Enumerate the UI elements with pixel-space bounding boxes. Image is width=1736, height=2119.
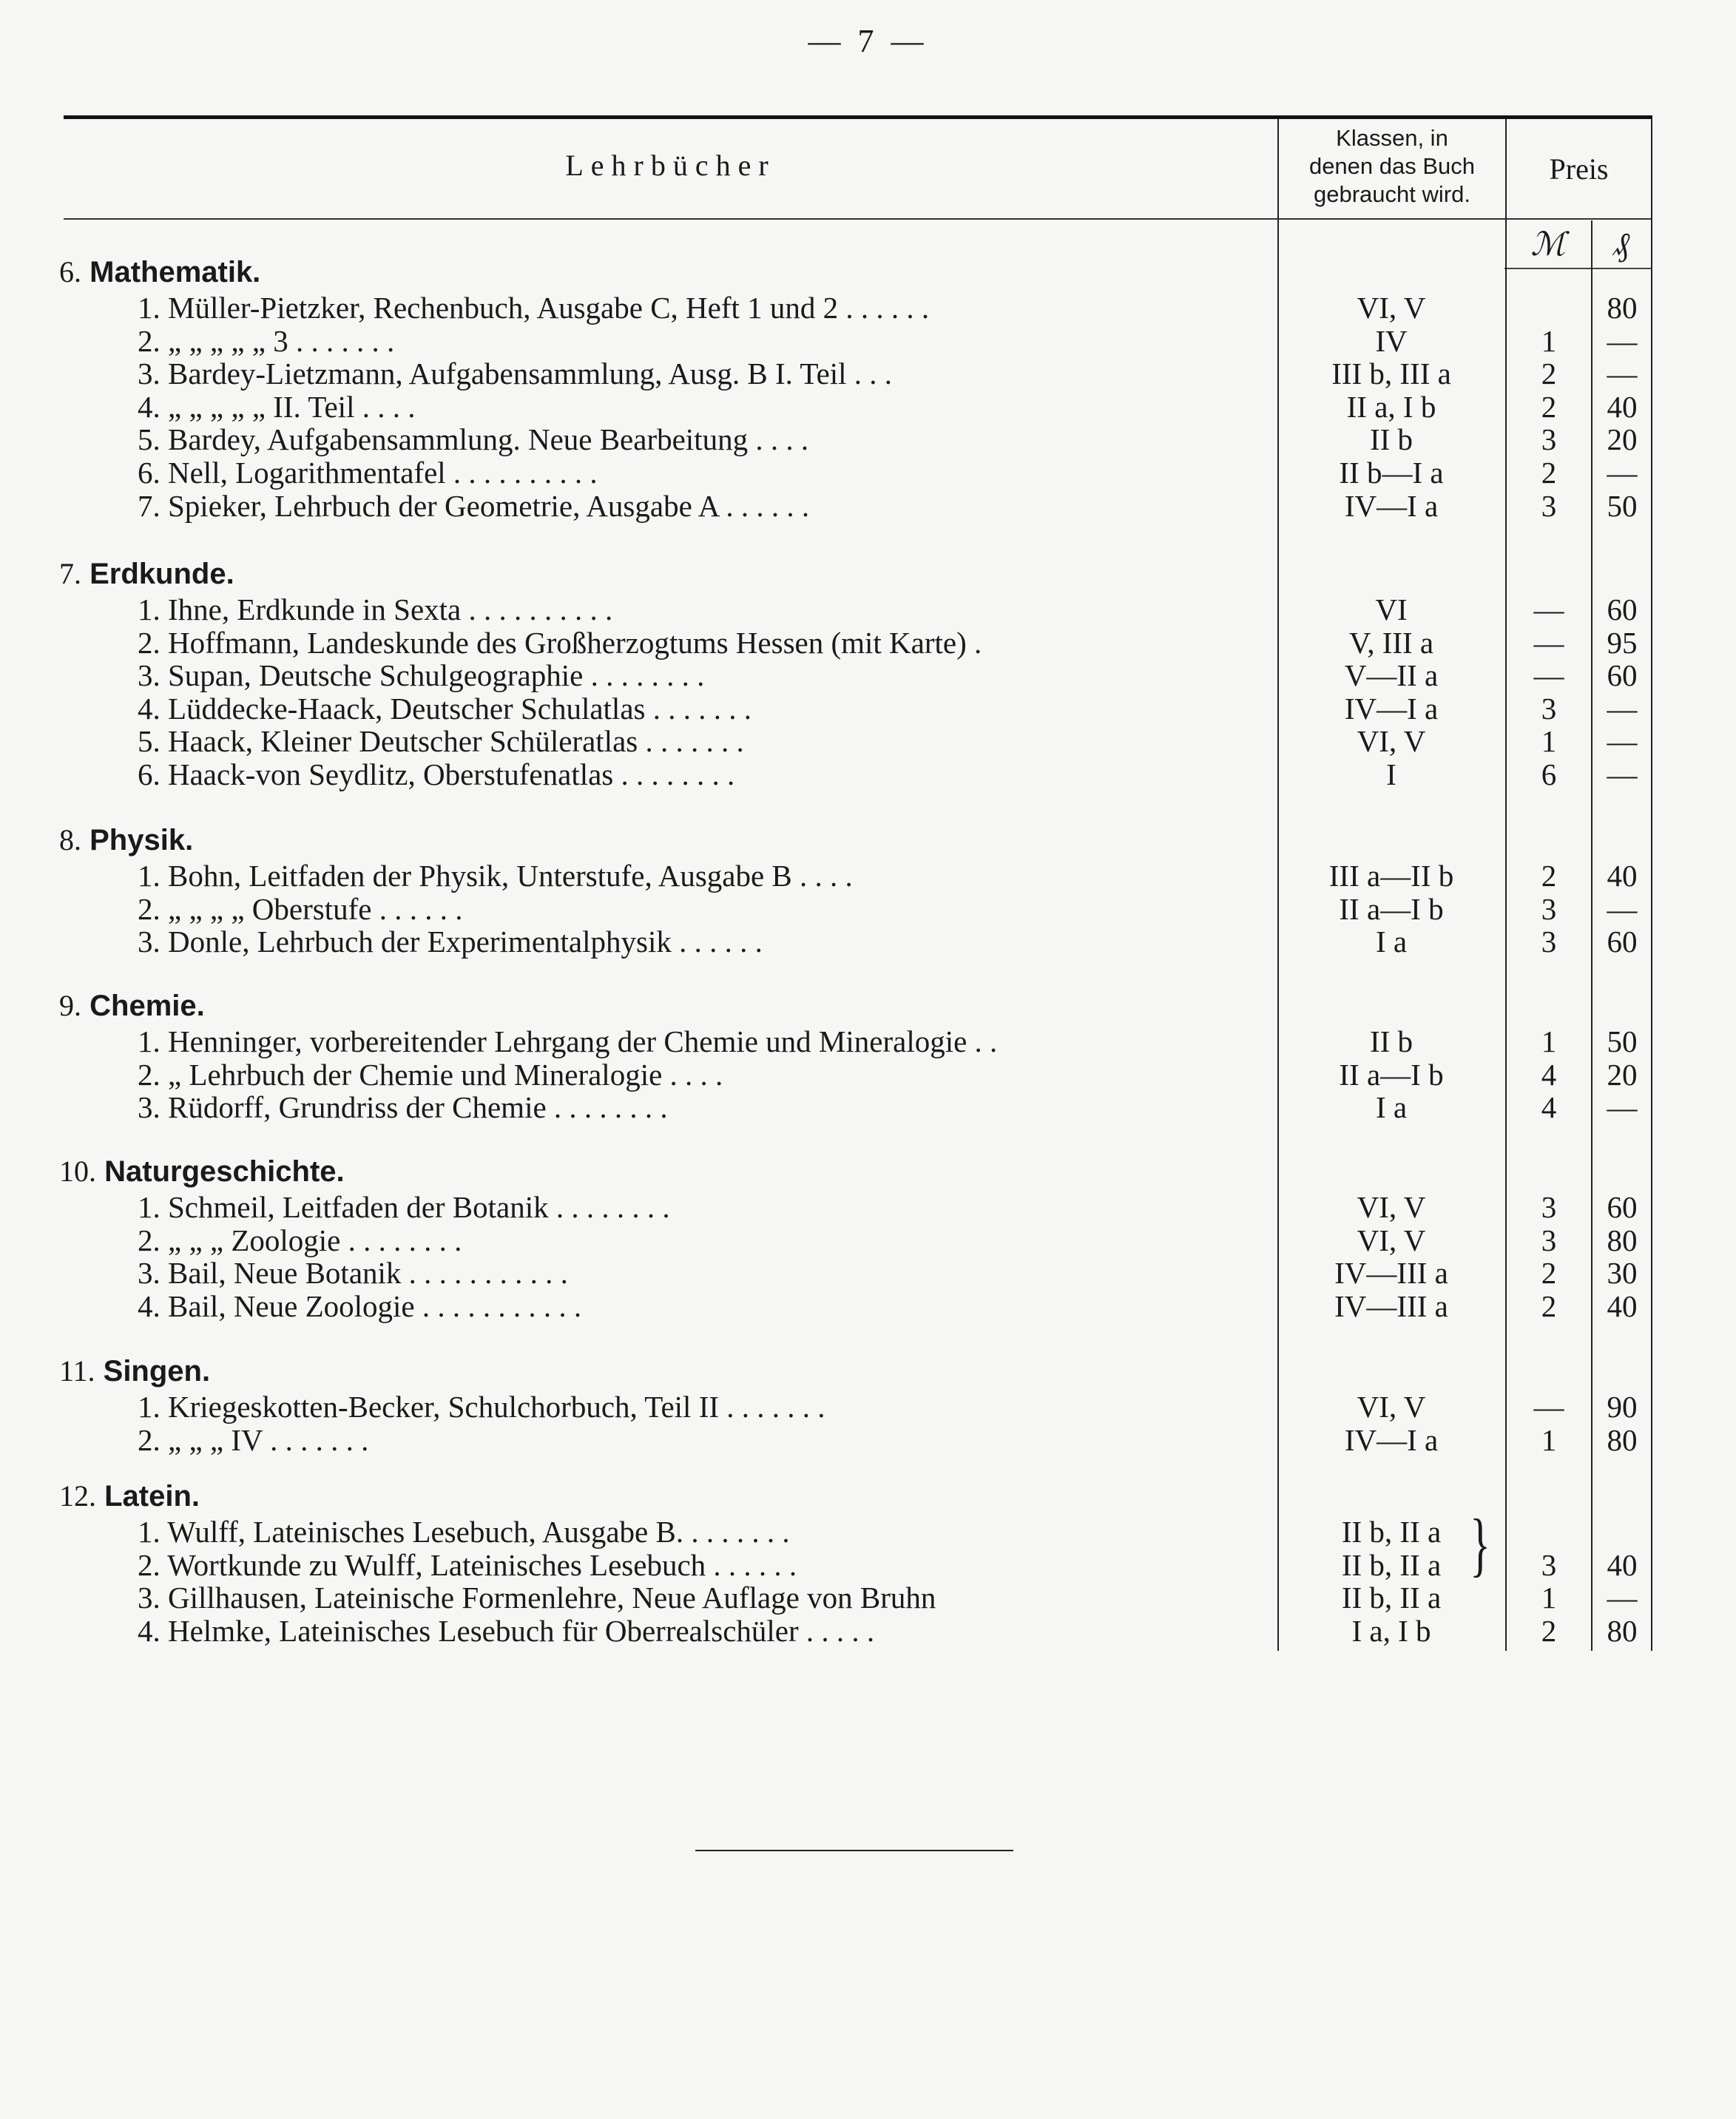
price-pfennig: — bbox=[1607, 1090, 1638, 1125]
price-mark: — bbox=[1533, 592, 1564, 626]
classes-header-line: denen das Buch bbox=[1308, 153, 1476, 179]
price-mark: 1 bbox=[1541, 724, 1557, 759]
price-mark: 6 bbox=[1541, 757, 1557, 791]
book-title: 1. Kriegeskotten-Becker, Schulchorbuch, Teil II . . . . . . . bbox=[138, 1390, 825, 1424]
book-title: 4. Bail, Neue Zoologie . . . . . . . . . . . bbox=[138, 1288, 582, 1323]
section-heading bbox=[59, 556, 234, 591]
price-mark: 2 bbox=[1541, 456, 1557, 490]
table-row bbox=[0, 1613, 1736, 1647]
section-title: Mathematik. bbox=[89, 256, 261, 288]
table-row bbox=[0, 891, 1736, 925]
classes-value: I a bbox=[1375, 1090, 1408, 1125]
book-title: 4. „ „ „ „ „ II. Teil . . . . bbox=[138, 389, 416, 424]
price-pfennig: 60 bbox=[1607, 592, 1638, 626]
classes-value: II b, II a bbox=[1341, 1515, 1442, 1549]
table-row bbox=[0, 1089, 1736, 1123]
classes-value: I a, I b bbox=[1351, 1613, 1431, 1648]
classes-value: II b bbox=[1369, 1024, 1414, 1058]
table-row bbox=[0, 658, 1736, 692]
classes-value: VI, V bbox=[1357, 1390, 1426, 1424]
table-row bbox=[0, 389, 1736, 423]
book-title: 4. Helmke, Lateinisches Lesebuch für Oberrealschüler . . . . . bbox=[138, 1613, 875, 1648]
price-pfennig: 40 bbox=[1607, 1547, 1638, 1582]
classes-value: IV—III a bbox=[1334, 1288, 1448, 1323]
classes-value: IV—I a bbox=[1344, 488, 1439, 523]
price-pfennig: 80 bbox=[1607, 1613, 1638, 1648]
table-row bbox=[0, 1223, 1736, 1257]
section-heading bbox=[59, 1478, 200, 1513]
price-mark: 3 bbox=[1541, 488, 1557, 523]
price-pfennig: 40 bbox=[1607, 859, 1638, 893]
book-title: 2. Hoffmann, Landeskunde des Großherzogtums Hessen (mit Karte) . bbox=[138, 625, 982, 660]
end-rule bbox=[695, 1850, 1013, 1851]
section-heading bbox=[59, 1353, 210, 1388]
price-pfennig: — bbox=[1607, 356, 1638, 391]
classes-value: VI bbox=[1375, 592, 1408, 626]
table-row bbox=[0, 1580, 1736, 1614]
price-mark: 2 bbox=[1541, 1288, 1557, 1323]
price-mark: — bbox=[1533, 625, 1564, 660]
section-heading bbox=[59, 822, 193, 857]
price-mark: 4 bbox=[1541, 1057, 1557, 1092]
book-title: 1. Schmeil, Leitfaden der Botanik . . . . . . . . bbox=[138, 1190, 670, 1224]
book-title: 2. „ „ „ IV . . . . . . . bbox=[138, 1422, 369, 1457]
section-heading bbox=[59, 1154, 345, 1189]
price-mark: 3 bbox=[1541, 691, 1557, 726]
section-number: 11. bbox=[59, 1354, 95, 1388]
section-number: 7. bbox=[59, 557, 81, 590]
price-mark: 2 bbox=[1541, 356, 1557, 391]
book-title: 2. Wortkunde zu Wulff, Lateinisches Lesebuch . . . . . . bbox=[138, 1547, 797, 1582]
price-mark: 3 bbox=[1541, 925, 1557, 959]
book-title: 5. Haack, Kleiner Deutscher Schüleratlas . . . . . . . bbox=[138, 724, 744, 759]
book-title: 1. Ihne, Erdkunde in Sexta . . . . . . . . . . bbox=[138, 592, 613, 626]
classes-value: III b, III a bbox=[1331, 356, 1451, 391]
price-mark: 1 bbox=[1541, 1422, 1557, 1457]
price-mark: 3 bbox=[1541, 1547, 1557, 1582]
price-pfennig: 80 bbox=[1607, 291, 1638, 325]
table-header-rule bbox=[64, 218, 1652, 220]
table-row bbox=[0, 1189, 1736, 1223]
table-row bbox=[0, 924, 1736, 958]
price-mark: — bbox=[1533, 1390, 1564, 1424]
section-title: Erdkunde. bbox=[89, 558, 234, 590]
book-title: 3. Supan, Deutsche Schulgeographie . . . . . . . . bbox=[138, 658, 705, 693]
price-pfennig: 95 bbox=[1607, 625, 1638, 660]
table-row bbox=[0, 290, 1736, 324]
price-mark: 3 bbox=[1541, 891, 1557, 926]
column-header-books: Lehrbücher bbox=[565, 149, 776, 182]
table-row bbox=[0, 592, 1736, 626]
classes-header-line: gebraucht wird. bbox=[1314, 181, 1470, 207]
price-pfennig: — bbox=[1607, 1581, 1638, 1615]
book-title: 2. „ „ „ Zoologie . . . . . . . . bbox=[138, 1223, 462, 1257]
price-pfennig: 30 bbox=[1607, 1256, 1638, 1291]
classes-value: IV—I a bbox=[1344, 691, 1439, 726]
price-pfennig: 60 bbox=[1607, 925, 1638, 959]
price-mark: 1 bbox=[1541, 1024, 1557, 1058]
classes-value: VI, V bbox=[1357, 1190, 1426, 1224]
section-title: Singen. bbox=[103, 1355, 211, 1388]
price-pfennig: — bbox=[1607, 323, 1638, 358]
pfennig-currency-header: ₰ bbox=[1613, 226, 1629, 263]
price-mark: 2 bbox=[1541, 1613, 1557, 1648]
price-pfennig: — bbox=[1607, 757, 1638, 791]
section-number: 12. bbox=[59, 1479, 96, 1513]
book-title: 6. Nell, Logarithmentafel . . . . . . . . . . bbox=[138, 456, 598, 490]
book-title: 3. Donle, Lehrbuch der Experimentalphysik . . . . . . bbox=[138, 925, 763, 959]
classes-value: IV—I a bbox=[1344, 1422, 1439, 1457]
price-pfennig: 50 bbox=[1607, 488, 1638, 523]
price-mark: 1 bbox=[1541, 1581, 1557, 1615]
book-title: 3. Bail, Neue Botanik . . . . . . . . . . . bbox=[138, 1256, 568, 1291]
book-title: 5. Bardey, Aufgabensammlung. Neue Bearbeitung . . . . bbox=[138, 422, 809, 457]
section-number: 10. bbox=[59, 1155, 96, 1188]
table-row bbox=[0, 1389, 1736, 1423]
table-row bbox=[0, 723, 1736, 757]
section-number: 9. bbox=[59, 989, 81, 1022]
table-row bbox=[0, 422, 1736, 456]
price-pfennig: 20 bbox=[1607, 1057, 1638, 1092]
price-mark: 3 bbox=[1541, 1223, 1557, 1257]
table-row bbox=[0, 1024, 1736, 1058]
classes-value: II b bbox=[1369, 422, 1414, 457]
classes-value: V—II a bbox=[1344, 658, 1439, 693]
mark-currency-header: ℳ bbox=[1530, 226, 1566, 263]
price-mark: — bbox=[1533, 658, 1564, 693]
price-pfennig: 40 bbox=[1607, 389, 1638, 424]
table-row bbox=[0, 356, 1736, 390]
section-title: Chemie. bbox=[89, 990, 205, 1022]
classes-value: II a, I b bbox=[1346, 389, 1436, 424]
price-pfennig: 80 bbox=[1607, 1422, 1638, 1457]
table-row bbox=[0, 625, 1736, 659]
classes-value: IV bbox=[1375, 323, 1408, 358]
book-title: 2. „ Lehrbuch der Chemie und Mineralogie . . . . bbox=[138, 1057, 723, 1092]
classes-value: VI, V bbox=[1357, 724, 1426, 759]
table-top-rule bbox=[64, 115, 1652, 119]
book-title: 6. Haack-von Seydlitz, Oberstufenatlas . . . . . . . . bbox=[138, 757, 735, 791]
page-number: — 7 — bbox=[808, 23, 928, 59]
price-subheader-rule bbox=[1504, 268, 1652, 269]
classes-value: VI, V bbox=[1357, 1223, 1426, 1257]
column-header-classes bbox=[1279, 124, 1505, 209]
price-pfennig: — bbox=[1607, 724, 1638, 759]
price-pfennig: 90 bbox=[1607, 1390, 1638, 1424]
table-row bbox=[0, 1255, 1736, 1289]
price-pfennig: 60 bbox=[1607, 1190, 1638, 1224]
price-mark: 1 bbox=[1541, 323, 1557, 358]
book-title: 3. Rüdorff, Grundriss der Chemie . . . . . . . . bbox=[138, 1090, 668, 1125]
classes-value: II b—I a bbox=[1339, 456, 1444, 490]
table-row bbox=[0, 858, 1736, 892]
section-heading bbox=[59, 254, 260, 289]
brace-icon: } bbox=[1470, 1504, 1490, 1584]
price-pfennig: 60 bbox=[1607, 658, 1638, 693]
classes-value: I bbox=[1386, 757, 1396, 791]
classes-value: III a—II b bbox=[1328, 859, 1454, 893]
column-header-price: Preis bbox=[1549, 152, 1609, 186]
table-row bbox=[0, 488, 1736, 522]
price-pfennig: 40 bbox=[1607, 1288, 1638, 1323]
price-pfennig: 80 bbox=[1607, 1223, 1638, 1257]
classes-value: II a—I b bbox=[1339, 1057, 1444, 1092]
section-heading bbox=[59, 988, 205, 1023]
book-title: 1. Bohn, Leitfaden der Physik, Unterstufe, Ausgabe B . . . . bbox=[138, 859, 853, 893]
book-title: 1. Wulff, Lateinisches Lesebuch, Ausgabe B. . . . . . . . bbox=[138, 1515, 790, 1549]
table-row bbox=[0, 455, 1736, 489]
price-mark: 2 bbox=[1541, 1256, 1557, 1291]
section-number: 8. bbox=[59, 823, 81, 856]
table-row bbox=[0, 323, 1736, 357]
classes-value: II a—I b bbox=[1339, 891, 1444, 926]
classes-value: I a bbox=[1375, 925, 1408, 959]
section-title: Physik. bbox=[89, 824, 194, 856]
classes-value: VI, V bbox=[1357, 291, 1426, 325]
book-title: 7. Spieker, Lehrbuch der Geometrie, Ausgabe A . . . . . . bbox=[138, 488, 810, 523]
price-mark: 2 bbox=[1541, 859, 1557, 893]
price-pfennig: — bbox=[1607, 691, 1638, 726]
table-row bbox=[0, 691, 1736, 725]
table-row bbox=[0, 757, 1736, 791]
book-title: 1. Henninger, vorbereitender Lehrgang der Chemie und Mineralogie . . bbox=[138, 1024, 998, 1058]
price-pfennig: 20 bbox=[1607, 422, 1638, 457]
price-mark: 3 bbox=[1541, 422, 1557, 457]
classes-value: V, III a bbox=[1348, 625, 1434, 660]
classes-value: II b, II a bbox=[1341, 1581, 1442, 1615]
book-title: 1. Müller-Pietzker, Rechenbuch, Ausgabe C, Heft 1 und 2 . . . . . . bbox=[138, 291, 930, 325]
classes-header-line: Klassen, in bbox=[1336, 125, 1448, 151]
price-pfennig: — bbox=[1607, 456, 1638, 490]
table-row bbox=[0, 1288, 1736, 1322]
section-number: 6. bbox=[59, 255, 81, 288]
price-pfennig: — bbox=[1607, 891, 1638, 926]
classes-value: IV—III a bbox=[1334, 1256, 1448, 1291]
section-title: Naturgeschichte. bbox=[104, 1155, 345, 1188]
table-row bbox=[0, 1422, 1736, 1456]
book-title: 3. Bardey-Lietzmann, Aufgabensammlung, Ausg. B I. Teil . . . bbox=[138, 356, 893, 391]
table-row bbox=[0, 1057, 1736, 1091]
book-title: 3. Gillhausen, Lateinische Formenlehre, Neue Auflage von Bruhn bbox=[138, 1581, 936, 1615]
book-title: 4. Lüddecke-Haack, Deutscher Schulatlas . . . . . . . bbox=[138, 691, 752, 726]
book-title: 2. „ „ „ „ Oberstufe . . . . . . bbox=[138, 891, 463, 926]
price-mark: 3 bbox=[1541, 1190, 1557, 1224]
section-title: Latein. bbox=[104, 1480, 200, 1513]
classes-value: II b, II a bbox=[1341, 1547, 1442, 1582]
book-title: 2. „ „ „ „ „ 3 . . . . . . . bbox=[138, 323, 395, 358]
price-mark: 4 bbox=[1541, 1090, 1557, 1125]
price-mark: 2 bbox=[1541, 389, 1557, 424]
price-pfennig: 50 bbox=[1607, 1024, 1638, 1058]
